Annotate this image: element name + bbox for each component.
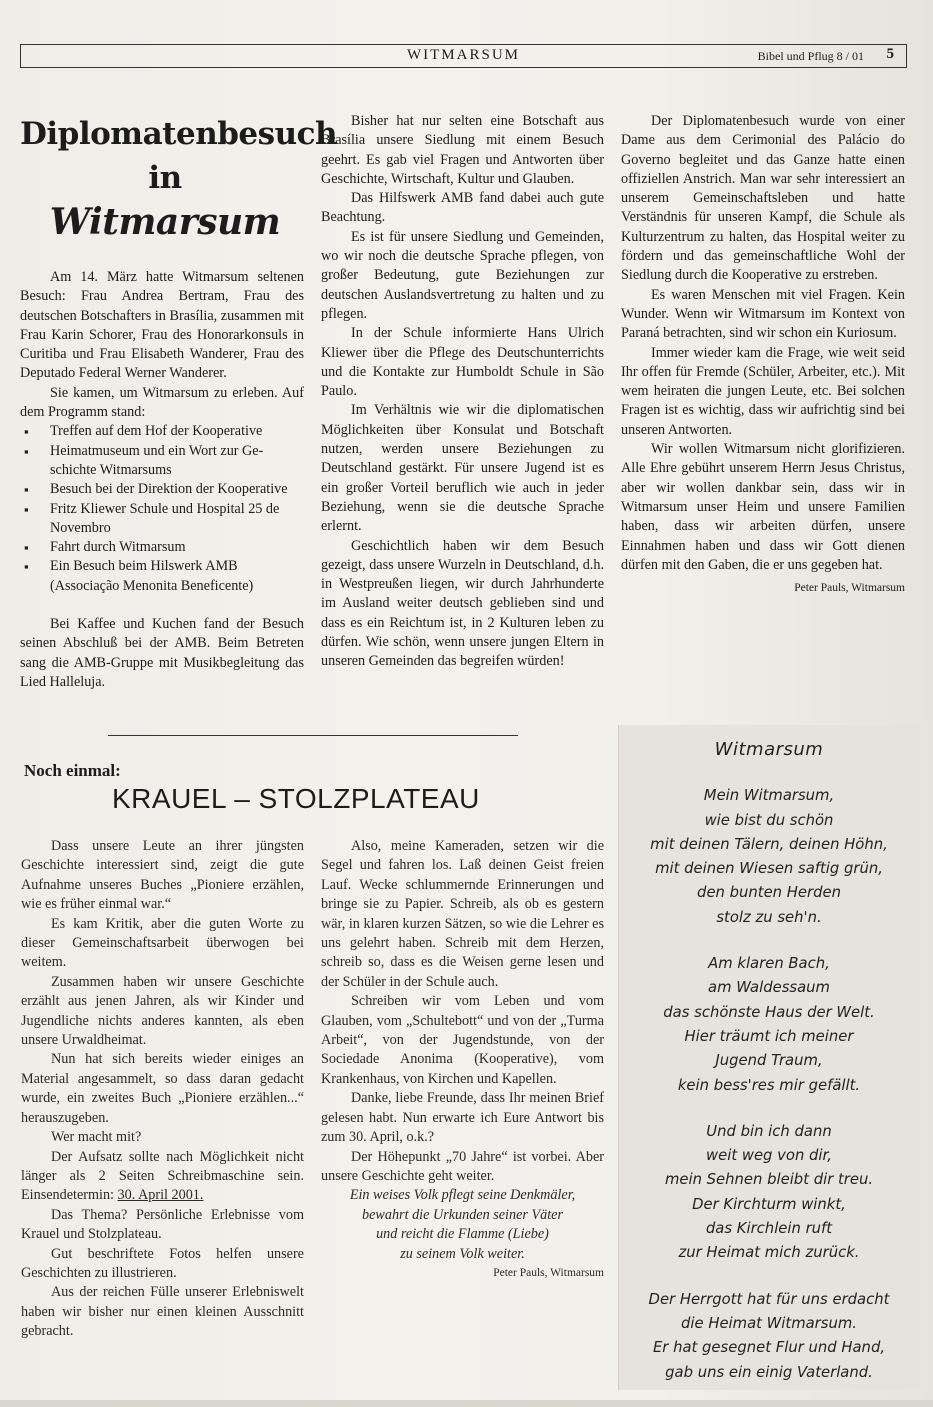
article2-column1 xyxy=(21,837,304,1342)
program-list xyxy=(20,422,304,596)
article1-column2 xyxy=(321,112,604,672)
deadline-text: Der Aufsatz sollte nach Möglichkeit nicht länger als 2 Seiten Schreibmaschine sein. Einsendetermin: xyxy=(21,1148,304,1204)
poem-line: kein bess'res mir gefällt. xyxy=(677,1076,861,1094)
header-title: WITMARSUM xyxy=(406,47,520,63)
poem-line: gab uns ein einig Vaterland. xyxy=(665,1363,873,1381)
paragraph: Es kam Kritik, aber die guten Worte zu dieser Gemeinschaftsarbeit überwogen bei weitem. xyxy=(21,915,304,971)
poem-stanza xyxy=(618,1120,920,1266)
article2-title: KRAUEL – STOLZPLATEAU xyxy=(112,783,480,814)
section-divider xyxy=(108,735,518,736)
paragraph: Aus der reichen Fülle unserer Erlebniswelt haben wir bisher nur einen kleinen Ausschnitt gebracht. xyxy=(21,1284,304,1340)
article1-signature: Peter Pauls, Witmarsum xyxy=(794,582,905,595)
paragraph: Immer wieder kam die Frage, wie weit seid Ihr offen für Fremde (Schüler, Arbeiter, etc.). Mit wem heiraten die jungen Leute, etc. Bei solchen Fragen ist es wichtig, dass wir aufrichtig sind bei unseren Antworten. xyxy=(621,344,905,438)
poem-line: am Waldessaum xyxy=(708,979,830,997)
poem xyxy=(618,738,920,1407)
poem-line: Hier träumt ich meiner xyxy=(684,1027,854,1045)
deadline-date: 30. April 2001. xyxy=(117,1187,204,1204)
poem-line: das schönste Haus der Welt. xyxy=(663,1003,875,1021)
paragraph: Gut beschriftete Fotos helfen unsere Geschichten zu illustrieren. xyxy=(21,1245,304,1281)
article1-title-line1: Diplomatenbesuch xyxy=(20,116,338,152)
article1-title-line2: in xyxy=(148,160,182,196)
program-item: ▪ Fahrt durch Witmarsum xyxy=(20,538,304,557)
paragraph: Am 14. März hatte Witmarsum seltenen Besuch: Frau Andrea Bertram, Frau des deutschen Botschafters in Brasília, zusammen mit Frau Karin Schorer, Frau des Honorarkonsuls in Curitiba und Frau Elisabeth Wanderer, Frau des Deputado Federal Werner Wanderer. xyxy=(20,269,304,382)
paragraph: Es ist für unsere Siedlung und Gemeinden, wo wir noch die deutsche Sprache pflegen, von großer Bedeutung, gute Beziehungen zur deutschen Auslandsvertretung zu halten und zu pflegen. xyxy=(321,228,604,322)
article1-title xyxy=(20,112,338,244)
poem-line: wie bist du schön xyxy=(704,811,834,829)
paragraph: Also, meine Kameraden, setzen wir die Segel und fahren los. Laß deinen Geist freien Lauf. Wecke schlummernde Erinnerungen und bringe sie zu Papier. Schreib, als ob es gestern wär, in klaren kurzen Sätzen, so wie die Lehrer es uns gelehrt haben. Schreib mit dem Herzen, schreib so, dass es die Weisen gerne lesen und der Schüler in der Schule auch. xyxy=(321,838,604,990)
motto-line: Ein weises Volk pflegt seine Denkmäler, xyxy=(349,1187,576,1204)
poem-line: das Kirchlein ruft xyxy=(705,1220,833,1238)
motto xyxy=(321,1186,604,1264)
page-header xyxy=(20,44,907,68)
poem-line: Er hat gesegnet Flur und Hand, xyxy=(652,1339,886,1357)
motto-line: bewahrt die Urkunden seiner Väter xyxy=(362,1206,563,1223)
page-number: 5 xyxy=(886,46,894,62)
poem-line: Der Herrgott hat für uns erdacht xyxy=(648,1290,890,1308)
program-item: ▪ Heimatmuseum und ein Wort zur Geschichte Witmarsums xyxy=(20,442,304,481)
paragraph: Wer macht mit? xyxy=(51,1129,142,1146)
paragraph: Zusammen haben wir unsere Geschichte erzählt aus jenen Jahren, als wir Kinder und Jugendliche nichts anderes kannten, als eben unsere Urwaldheimat. xyxy=(21,973,304,1049)
poem-line: Mein Witmarsum, xyxy=(703,787,835,805)
article2-kicker: Noch einmal: xyxy=(24,761,121,780)
paragraph: Es waren Menschen mit viel Fragen. Kein Wunder. Wenn wir Witmarsum im Kontext von Paraná betrachten, sind wir schon ein Kuriosum. xyxy=(621,286,905,342)
program-item: ▪ Fritz Kliewer Schule und Hospital 25 de Novembro xyxy=(20,500,304,539)
paragraph: In der Schule informierte Hans Ulrich Kliewer über die Pflege des Deutschunterrichts und die Kontakte zur Humboldt Schule in São Paulo. xyxy=(321,325,604,400)
paragraph: Bisher hat nur selten eine Botschaft aus Brasília unsere Siedlung mit einem Besuch geehrt. Es gab viel Fragen und Antworten über Geschichte, Wirtschaft, Kultur und Glauben. xyxy=(321,113,604,187)
article1-column3 xyxy=(621,112,905,598)
poem-line: mit deinen Tälern, deinen Höhn, xyxy=(650,835,888,853)
poem-line: den bunten Herden xyxy=(697,884,841,902)
header-issue: Bibel und Pflug 8 / 01 xyxy=(757,49,864,63)
poem-stanza xyxy=(618,952,920,1098)
paragraph: Das Thema? Persönliche Erlebnisse vom Krauel und Stolzplateau. xyxy=(21,1206,304,1243)
paragraph: Wir wollen Witmarsum nicht glorifizieren. Alle Ehre gebührt unserem Herrn Jesus Christus, aber wir wollen dankbar sein, dass wir in Witmarsum unser Heim und unsere Familien haben, dass wir arbeiten dürfen, unsere Einnahmen haben und dass wir Gott dienen dürfen mit den Gaben, die er uns gegeben hat. xyxy=(621,441,905,573)
paragraph: Nun hat sich bereits wieder einiges an Material angesammelt, so dass daran gedacht wurde, ein zweites Buch „Pioniere erzählen...“ herauszugeben. xyxy=(21,1051,304,1126)
poem-line: die Heimat Witmarsum. xyxy=(681,1314,857,1332)
paragraph xyxy=(21,1148,304,1206)
article1-column1 xyxy=(20,268,304,692)
poem-title: Witmarsum xyxy=(714,739,824,760)
paragraph: Der Höhepunkt „70 Jahre“ ist vorbei. Aber unsere Geschichte geht weiter. xyxy=(321,1148,604,1184)
poem-line: Am klaren Bach, xyxy=(708,955,830,973)
poem-line: Der Kirchturm winkt, xyxy=(692,1195,846,1213)
motto-line: und reicht die Flamme (Liebe) xyxy=(376,1226,549,1243)
poem-line: zur Heimat mich zurück. xyxy=(678,1244,860,1262)
poem-line: Jugend Traum, xyxy=(715,1052,823,1070)
program-item: ▪ Ein Besuch beim Hilswerk AMB (Associação Menonita Beneficente) xyxy=(20,557,304,596)
paragraph: Schreiben wir vom Leben und vom Glauben, vom „Schultebott“ und von der „Turma Arbeit“, von der Jugendstunde, von der Sociedade Anonima (Kooperative), vom Krankenhaus, von Kirchen und Kapellen. xyxy=(321,993,604,1087)
program-item: ▪ Besuch bei der Direktion der Kooperative xyxy=(20,480,304,499)
poem-line: mit deinen Wiesen saftig grün, xyxy=(655,860,883,878)
article2-signature: Peter Pauls, Witmarsum xyxy=(493,1266,604,1279)
article2-column2 xyxy=(321,837,604,1283)
paragraph: Sie kamen, um Witmarsum zu erleben. Auf dem Programm stand: xyxy=(20,384,304,421)
paragraph: Das Hilfswerk AMB fand dabei auch gute Beachtung. xyxy=(321,190,604,226)
article1-title-line3: Witmarsum xyxy=(49,201,281,243)
poem-line: weit weg von dir, xyxy=(706,1147,832,1165)
paragraph: Bei Kaffee und Kuchen fand der Besuch seinen Abschluß bei der AMB. Beim Betreten sang die AMB-Gruppe mit Musikbegleitung das Lied Halleluja. xyxy=(20,616,304,690)
paragraph: Dass unsere Leute an ihrer jüngsten Geschichte interessiert sind, zeigt die gute Aufnahme unseres Buches „Pioniere erzählen, wie es früher einmal war.“ xyxy=(21,838,304,913)
poem-line: mein Sehnen bleibt dir treu. xyxy=(664,1171,874,1189)
poem-line: stolz zu seh'n. xyxy=(716,908,822,926)
poem-line: Und bin ich dann xyxy=(706,1122,832,1140)
paragraph: Geschichtlich haben wir dem Besuch gezeigt, dass unsere Wurzeln in Deutschland, d.h. in Westpreußen liegen, wir durch Jahrhunderte im Ausland weiter deutsch geblieben sind und dass es ein Reichtum ist, in 2 Kulturen leben zu dürfen. Wie schön, wenn unsere jungen Eltern in unseren Gemeinden das begreifen würden! xyxy=(321,537,604,670)
poem-stanza xyxy=(618,784,920,930)
program-item: ▪ Treffen auf dem Hof der Kooperative xyxy=(20,422,304,441)
poem-stanza xyxy=(618,1288,920,1385)
motto-line: zu seinem Volk weiter. xyxy=(400,1245,525,1262)
paragraph: Der Diplomatenbesuch wurde von einer Dame aus dem Cerimonial des Palácio do Governo begleitet und das Ganze hatte einen offiziellen Anstrich. Man war sehr interessiert an unserem Gemeinschaftsleben und hatte Verständnis für unseren Kampf, die Schule als Kulturzentrum zu halten, das Hospital weiter zu fördern und das gemeinschaftliche Wohl der Siedlung durch die Kooperative zu erstreben. xyxy=(621,113,905,284)
paragraph: Im Verhältnis wie wir die diplomatischen Möglichkeiten über Konsulat und Botschaft nutzen, werden unsere Beziehungen zu Deutschland gestärkt. Für unsere Jugend ist es ein großer Vorteil beruflich wie auch in jeder Beziehung, wenn sie die deutsche Sprache erlernt. xyxy=(321,402,604,535)
paragraph: Danke, liebe Freunde, dass Ihr meinen Brief gelesen habt. Nun erwarte ich Eure Antwort bis zum 30. April, o.k.? xyxy=(321,1090,604,1146)
